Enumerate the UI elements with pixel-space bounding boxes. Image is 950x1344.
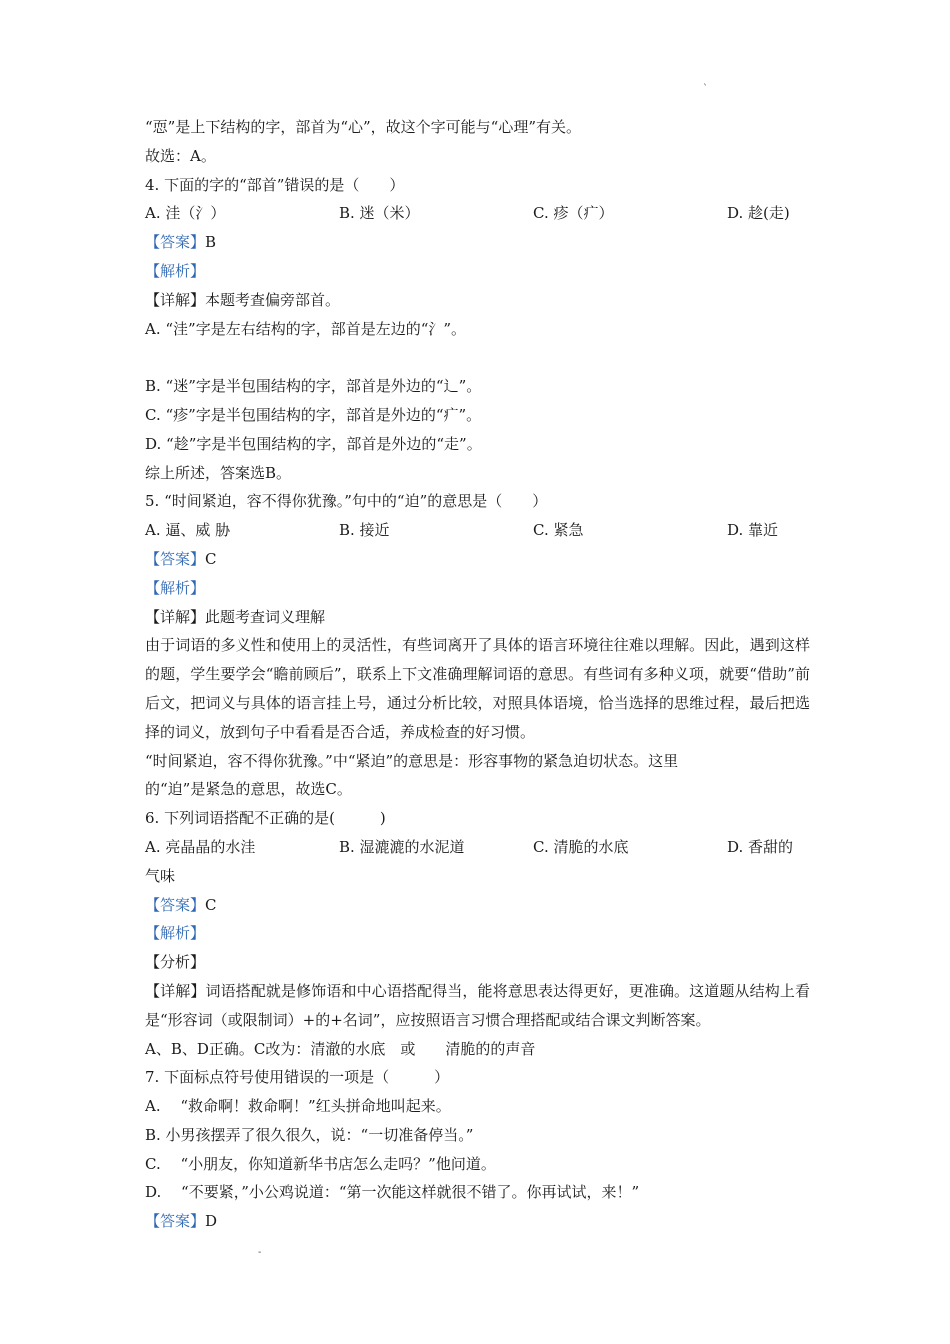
q3-choice: 故选：A。 — [145, 146, 216, 165]
q4-detail — [145, 286, 810, 315]
q4-line-d: D. “趁”字是半包围结构的字，部首是外边的“走”。 — [145, 434, 482, 453]
q4-line-a: A. “洼”字是左右结构的字，部首是左边的“氵”。 — [145, 319, 467, 338]
detail-tag: 【详解】 — [145, 607, 206, 626]
answer-tag: 【答案】 — [145, 233, 206, 252]
q7-answer-value: D — [205, 1212, 218, 1231]
q4-summary: 综上所述，答案选B。 — [145, 463, 292, 482]
q6-answer-value: C — [205, 895, 217, 914]
q3-explanation: “恧”是上下结构的字，部首为“心”，故这个字可能与“心理”有关。 — [145, 118, 582, 136]
q7-option-b: B. 小男孩摆弄了很久很久，说：“一切准备停当。” — [145, 1125, 474, 1144]
q5-option-d: D. 靠近 — [727, 521, 779, 540]
answer-tag: 【答案】 — [145, 1212, 206, 1231]
q5-paragraph: 由于词语的多义性和使用上的灵活性，有些词离开了具体的语言环境往往难以理解。因此，遇到这样的题，学生要学会“瞻前顾后”，联系上下文准确理解词语的意思。有些词有多种义项，就要“借助”前后文，把词义与具体的语言挂上号，通过分析比较，对照具体语境，恰当选择的思维过程，最后把选择的词义，放到句子中看看是否合适，养成检查的好习惯。 — [145, 636, 810, 741]
q6-option-d-cont: 气味 — [145, 866, 176, 885]
q5-line-a: “时间紧迫，容不得你犹豫。”中“紧迫”的意思是：形容事物的紧急迫切状态。这里 — [145, 751, 679, 770]
q6-stem: 6. 下列词语搭配不正确的是( ) — [145, 809, 386, 828]
q5-options — [145, 516, 810, 545]
q6-detail-text: 词语搭配就是修饰语和中心语搭配得当，能将意思表达得更好，更准确。这道题从结构上看是“形容词（或限制词）+的+名词”，应按照语言习惯合理搭配或结合课文判断答案。 — [145, 981, 810, 1029]
q4-line-c: C. “疹”字是半包围结构的字，部首是外边的“疒”。 — [145, 405, 482, 424]
document-body — [145, 113, 810, 1236]
q4-detail-text: 本题考查偏旁部首。 — [205, 290, 341, 309]
scan-mark-bottom: - — [258, 1247, 262, 1258]
q4-answer-value: B — [205, 233, 217, 252]
q6-options — [145, 833, 810, 862]
q7-answer — [145, 1207, 810, 1236]
q5-detail — [145, 603, 810, 632]
q6-correction: A、B、D正确。C改为：清澈的水底 或 清脆的的声音 — [145, 1039, 536, 1058]
q6-option-a: A. 亮晶晶的水洼 — [145, 837, 256, 856]
q6-answer — [145, 891, 810, 920]
scan-mark-top: ` — [703, 84, 708, 95]
q6-option-d: D. 香甜的 — [727, 837, 794, 856]
q5-stem: 5. “时间紧迫，容不得你犹豫。”句中的“迫”的意思是（ ） — [145, 492, 548, 511]
q6-analysis-tag: 【解析】 — [145, 924, 206, 943]
q4-analysis-tag: 【解析】 — [145, 261, 206, 280]
q5-analysis-tag: 【解析】 — [145, 578, 206, 597]
q5-answer-value: C — [205, 549, 217, 568]
q7-option-d: D. “不要紧，”小公鸡说道：“第一次能这样就很不错了。你再试试，来！” — [145, 1183, 640, 1202]
q4-option-b: B. 迷（米） — [339, 204, 420, 223]
q4-option-a: A. 洼（氵） — [145, 204, 226, 223]
q7-stem: 7. 下面标点符号使用错误的一项是（ ） — [145, 1068, 450, 1087]
q5-line-b: 的“迫”是紧急的意思，故选C。 — [145, 780, 352, 799]
answer-tag: 【答案】 — [145, 895, 206, 914]
q6-option-c: C. 清脆的水底 — [533, 837, 629, 856]
detail-tag: 【详解】 — [145, 290, 206, 309]
q4-option-d: D. 趁(走) — [727, 204, 790, 223]
q6-detail — [145, 977, 810, 1035]
q4-stem: 4. 下面的字的“部首”错误的是（ ） — [145, 175, 405, 194]
q5-detail-text: 此题考查词义理解 — [205, 607, 326, 626]
q4-option-c: C. 疹（疒） — [533, 204, 614, 223]
q7-option-c: C. “小朋友，你知道新华书店怎么走吗？”他问道。 — [145, 1154, 496, 1173]
q5-option-c: C. 紧急 — [533, 521, 584, 540]
blank-line — [145, 343, 810, 372]
q6-option-b: B. 湿漉漉的水泥道 — [339, 837, 465, 856]
q4-line-b: B. “迷”字是半包围结构的字，部首是外边的“辶”。 — [145, 377, 482, 396]
q5-answer — [145, 545, 810, 574]
answer-tag: 【答案】 — [145, 549, 206, 568]
q7-option-a: A. “救命啊！救命啊！”红头拼命地叫起来。 — [145, 1097, 451, 1116]
q6-fenxi-tag: 【分析】 — [145, 953, 206, 972]
q4-options — [145, 199, 810, 228]
q5-option-a: A. 逼、威 胁 — [145, 521, 231, 540]
q4-answer — [145, 228, 810, 257]
q5-option-b: B. 接近 — [339, 521, 390, 540]
detail-tag: 【详解】 — [145, 981, 206, 1000]
